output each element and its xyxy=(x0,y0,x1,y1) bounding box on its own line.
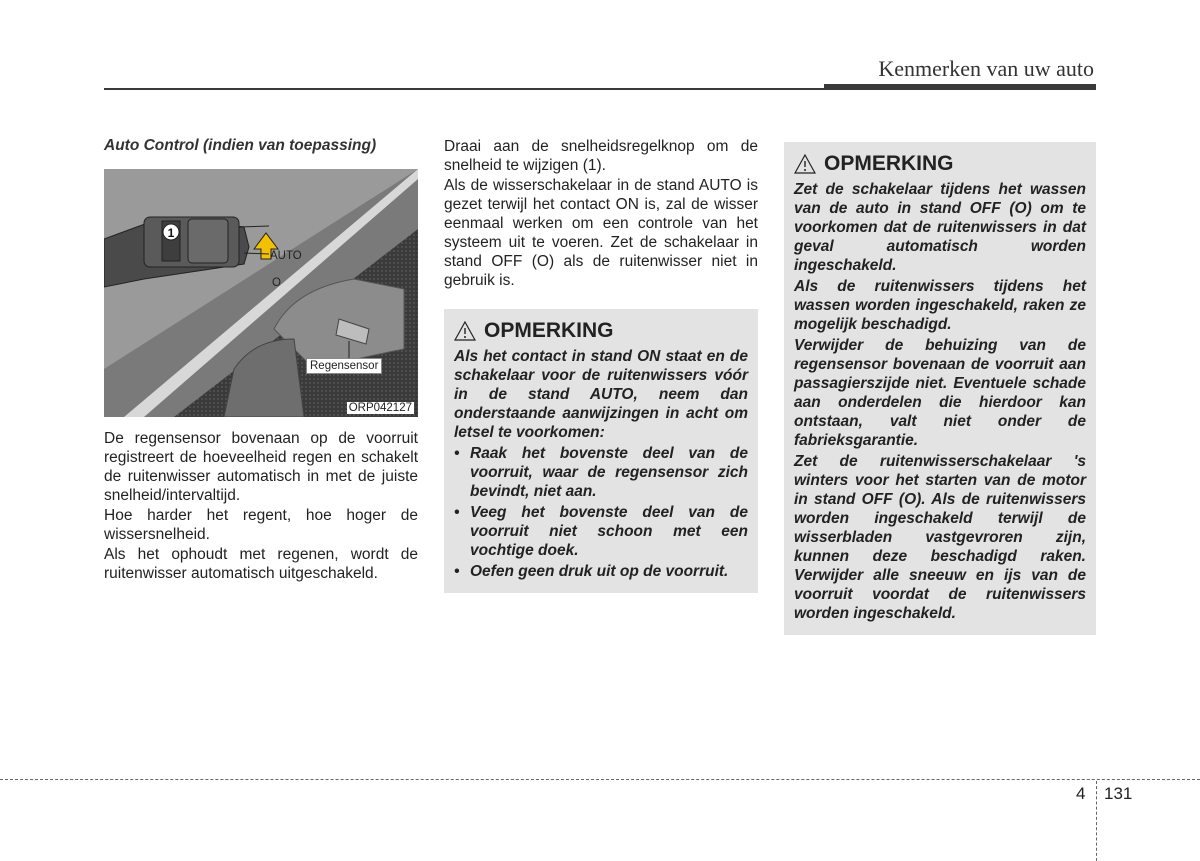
column-right xyxy=(784,142,1096,635)
section-heading: Auto Control (indien van toepassing) xyxy=(104,137,377,154)
body-text xyxy=(104,429,418,583)
list-item-text: Veeg het bovenste deel van de voorruit niet schoon met een vochtige doek. xyxy=(470,504,748,559)
label-rain-sensor: Regensensor xyxy=(306,358,382,374)
warning-triangle-icon xyxy=(454,321,476,341)
bullet-icon: • xyxy=(454,563,460,580)
column-left xyxy=(104,137,418,584)
wiper-switch-illustration xyxy=(104,169,418,417)
page-number: 131 xyxy=(1104,784,1133,803)
notice-box xyxy=(444,309,758,593)
page-header-title: Kenmerken van uw auto xyxy=(878,56,1094,81)
paragraph: Draai aan de snelheidsregelknop om de snelheid te wijzigen (1). xyxy=(444,138,758,174)
list-item xyxy=(454,444,748,501)
label-off: O xyxy=(272,277,281,289)
footer-vertical-divider xyxy=(1096,781,1097,861)
header-divider xyxy=(104,88,824,90)
list-item xyxy=(454,562,748,581)
notice-box xyxy=(784,142,1096,635)
header-divider-accent xyxy=(824,84,1096,90)
notice-paragraph: Verwijder de behuizing van de regensensor bovenaan de voorruit aan passagierszijde niet. Eventuele schade aan onderdelen die hierdoor kan ontstaan, valt niet onder de fabrieksgarantie. xyxy=(794,337,1086,449)
footer-divider xyxy=(0,779,1200,780)
notice-heading xyxy=(794,152,1086,176)
notice-intro: Als het contact in stand ON staat en de schakelaar voor de ruitenwissers vóór in de stand AUTO, neem dan onderstaande aanwijzingen in acht om letsel te voorkomen: xyxy=(454,348,748,441)
paragraph: Hoe harder het regent, hoe hoger de wissersnelheid. xyxy=(104,507,418,543)
notice-title: OPMERKING xyxy=(824,152,954,175)
list-item xyxy=(454,503,748,560)
list-item-text: Oefen geen druk uit op de voorruit. xyxy=(470,563,729,580)
notice-paragraph: Zet de schakelaar tijdens het wassen van de auto in stand OFF (O) om te voorkomen dat de ruitenwissers in dat geval automatisch worden ingeschakeld. xyxy=(794,181,1086,274)
illustration-graphic xyxy=(104,169,418,417)
notice-paragraph: Als de ruitenwissers tijdens het wassen worden ingeschakeld, raken ze mogelijk beschadigd. xyxy=(794,278,1086,333)
paragraph: Als de wisserschakelaar in de stand AUTO is gezet terwijl het contact ON is, zal de wisser eenmaal werken om een controle van het systeem uit te voeren. Zet de schakelaar in stand OFF (O) als de ruitenwisser niet in gebruik is. xyxy=(444,177,758,289)
notice-title: OPMERKING xyxy=(484,319,614,342)
bullet-icon: • xyxy=(454,445,460,462)
label-auto: AUTO xyxy=(270,250,302,262)
chapter-number: 4 xyxy=(1076,784,1086,803)
list-item-text: Raak het bovenste deel van de voorruit, waar de regensensor zich bevindt, niet aan. xyxy=(470,445,748,500)
column-middle xyxy=(444,137,758,593)
callout-number: 1 xyxy=(167,226,175,240)
paragraph: Als het ophoudt met regenen, wordt de ruitenwisser automatisch uitgeschakeld. xyxy=(104,546,418,582)
warning-triangle-icon xyxy=(794,154,816,174)
notice-heading xyxy=(454,319,748,343)
paragraph: De regensensor bovenaan op de voorruit registreert de hoeveelheid regen en schakelt de ruitenwisser automatisch in met de juiste snelheid/intervaltijd. xyxy=(104,430,418,504)
bullet-icon: • xyxy=(454,504,460,521)
notice-paragraph: Zet de ruitenwisserschakelaar 's winters voor het starten van de motor in stand OFF (O). Als de ruitenwissers worden ingeschakeld terwijl de wisserbladen vastgevroren zijn, kunnen deze beschadigd raken. Verwijder alle sneeuw en ijs van de voorruit voordat de ruitenwissers worden ingeschakeld. xyxy=(794,453,1086,622)
figure-code: ORP042127 xyxy=(348,402,412,414)
